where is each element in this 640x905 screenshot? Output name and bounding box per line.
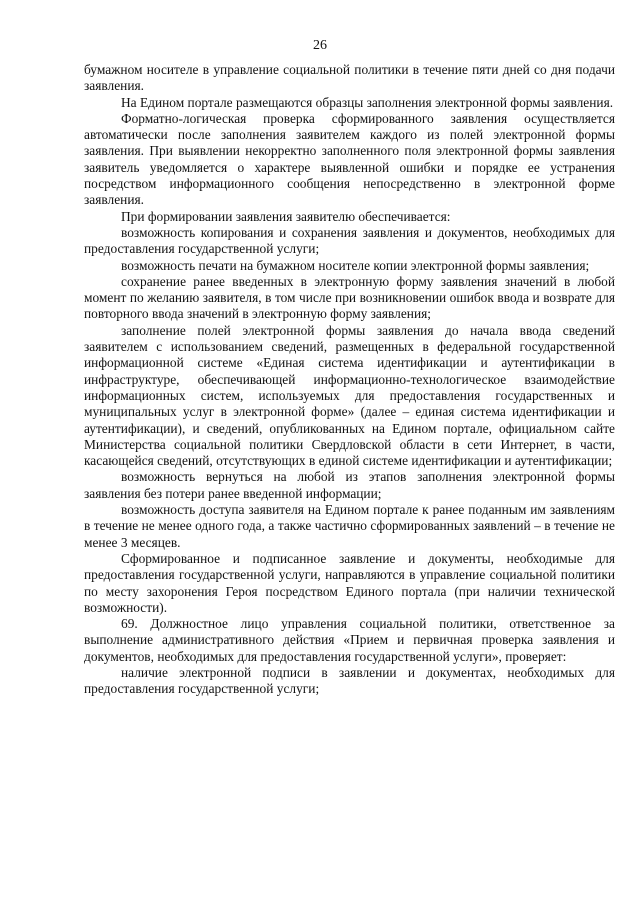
paragraph: возможность доступа заявителя на Едином портале к ранее поданным им заявлениям в течение не менее одного года, а также частично сформированных заявлений – в течение не менее 3 месяцев. [84,502,615,550]
paragraph: возможность копирования и сохранения заявления и документов, необходимых для предоставления государственной услуги; [84,224,615,257]
paragraph: На Едином портале размещаются образцы заполнения электронной формы заявления. [121,94,614,110]
document-body [84,62,615,698]
paragraph: Форматно-логическая проверка сформированного заявления осуществляется автоматически после заполнения заявителем каждого из полей электронной формы заявления. При выявлении некорректно заполненного поля электронной формы заявления заявитель уведомляется о характере выявленной ошибки и порядке ее устранения посредством информационного сообщения непосредственно в электронной форме заявления. [84,110,615,208]
paragraph: Сформированное и подписанное заявление и документы, необходимые для предоставления государственной услуги, направляются в управление социальной политики по месту захоронения Героя посредством Единого портала (при наличии технической возможности). [84,550,615,615]
page-number: 26 [313,38,327,53]
paragraph: бумажном носителе в управление социальной политики в течение пяти дней со дня подачи заявления. [84,62,615,94]
paragraph: заполнение полей электронной формы заявления до начала ввода сведений заявителем с использованием сведений, размещенных в федеральной государственной информационной системе «Единая система идентификации и аутентификации в инфраструктуре, обеспечивающей информационно-технологическое взаимодействие информационных систем, используемых для предоставления государственных и муниципальных услуг в электронной форме» (далее – единая система идентификации и аутентификации), и сведений, опубликованных на Едином портале, официальном сайте Министерства социальной политики Свердловской области в сети Интернет, в части, касающейся сведений, отсутствующих в единой системе идентификации и аутентификации; [84,322,615,469]
paragraph: возможность вернуться на любой из этапов заполнения электронной формы заявления без потери ранее введенной информации; [84,469,615,501]
paragraph: сохранение ранее введенных в электронную форму заявления значений в любой момент по желанию заявителя, в том числе при возникновении ошибок ввода и возврате для повторного ввода значений в электронную форму заявления; [84,273,615,322]
paragraph: возможность печати на бумажном носителе копии электронной формы заявления; [121,257,590,273]
paragraph: 69. Должностное лицо управления социальной политики, ответственное за выполнение административного действия «Прием и первичная проверка заявления и документов, необходимых для предоставления государственной услуги», проверяет: [84,616,615,664]
paragraph: При формировании заявления заявителю обеспечивается: [121,208,451,224]
paragraph: наличие электронной подписи в заявлении и документах, необходимых для предоставления государственной услуги; [84,664,615,697]
